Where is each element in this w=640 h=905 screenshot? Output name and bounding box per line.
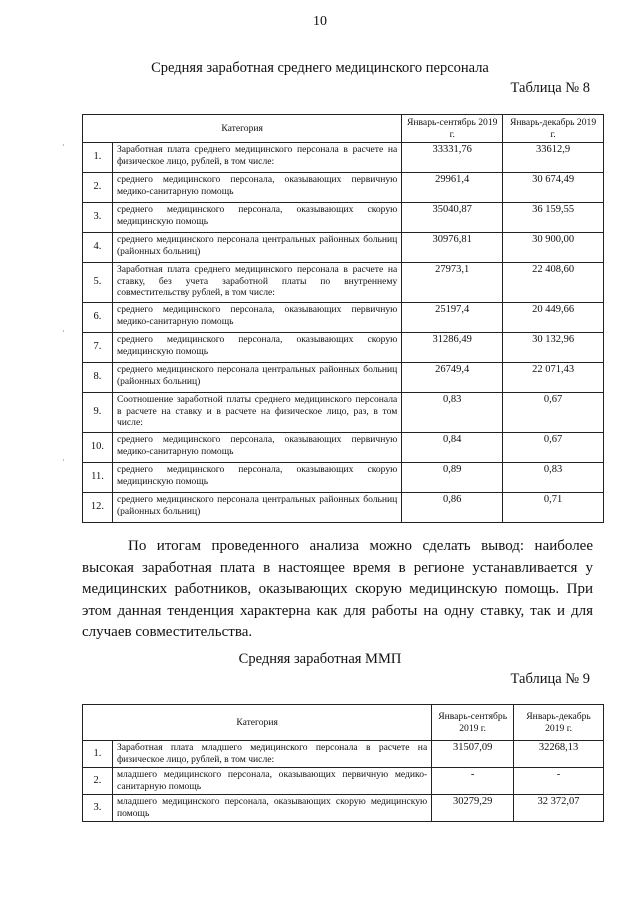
row-value-jan-sep: 33331,76	[402, 143, 503, 173]
row-category: Заработная плата среднего медицинского персонала в расчете на ставку, без учета заработной платы по внутреннему совместительству рублей, в том числе:	[112, 263, 401, 303]
row-value-jan-sep: 31286,49	[402, 333, 503, 363]
table-row	[83, 741, 604, 768]
margin-mark: ·	[62, 456, 65, 465]
table-row	[83, 203, 604, 233]
row-number: 1.	[83, 143, 113, 173]
table-9	[82, 704, 604, 822]
header-jan-sep: Январь-сентябрь 2019 г.	[432, 705, 514, 741]
row-number: 12.	[83, 493, 113, 523]
margin-mark: ·	[62, 141, 65, 150]
row-value-jan-sep: 0,84	[402, 433, 503, 463]
row-category: Заработная плата младшего медицинского персонала в расчете на физическое лицо, рублей, в том числе:	[112, 741, 431, 768]
header-jan-sep: Январь-сентябрь 2019 г.	[402, 115, 503, 143]
row-value-jan-dec: 22 408,60	[503, 263, 604, 303]
table-row	[83, 493, 604, 523]
table8-header-row	[83, 115, 604, 143]
row-value-jan-sep: 0,86	[402, 493, 503, 523]
table9-title: Средняя заработная ММП	[238, 651, 402, 667]
row-number: 11.	[83, 463, 113, 493]
header-jan-dec: Январь-декабрь 2019 г.	[503, 115, 604, 143]
row-value-jan-sep: 27973,1	[402, 263, 503, 303]
table9-header-row	[83, 705, 604, 741]
row-value-jan-sep: 31507,09	[432, 741, 514, 768]
header-category: Категория	[83, 705, 432, 741]
row-category: среднего медицинского персонала центральных районных больниц (районных больниц)	[112, 363, 401, 393]
row-number: 5.	[83, 263, 113, 303]
header-category: Категория	[83, 115, 402, 143]
row-value-jan-dec: 0,67	[503, 433, 604, 463]
row-value-jan-dec: 30 674,49	[503, 173, 604, 203]
row-category: среднего медицинского персонала центральных районных больниц (районных больниц)	[112, 493, 401, 523]
row-value-jan-dec: 30 900,00	[503, 233, 604, 263]
row-value-jan-dec: 32 372,07	[514, 795, 604, 822]
table-row	[83, 333, 604, 363]
table-row	[83, 263, 604, 303]
row-category: Соотношение заработной платы среднего медицинского персонала в расчете на ставку и в расчете на физическое лицо, раз, в том числе:	[112, 393, 401, 433]
table-row	[83, 143, 604, 173]
table8-title: Средняя заработная среднего медицинского персонала	[151, 60, 489, 76]
row-category: среднего медицинского персонала, оказывающих скорую медицинскую помощь	[112, 203, 401, 233]
margin-mark: ·	[62, 327, 65, 336]
row-number: 3.	[83, 203, 113, 233]
table9-label: Таблица № 9	[510, 671, 590, 687]
row-value-jan-dec: 30 132,96	[503, 333, 604, 363]
row-number: 3.	[83, 795, 113, 822]
row-category: младшего медицинского персонала, оказывающих скорую медицинскую помощь	[112, 795, 431, 822]
row-number: 8.	[83, 363, 113, 393]
row-value-jan-dec: 33612,9	[503, 143, 604, 173]
table-row	[83, 433, 604, 463]
conclusion-paragraph: По итогам проведенного анализа можно сделать вывод: наиболее высокая заработная плата в настоящее время в регионе устанавливается у медицинских работников, оказывающих скорую медицинскую помощь. При этом данная тенденция характерна как для работы на одну ставку, так и для случаев совместительства.	[82, 538, 593, 640]
row-number: 4.	[83, 233, 113, 263]
row-value-jan-dec: 0,67	[503, 393, 604, 433]
table-8	[82, 114, 604, 523]
row-value-jan-dec: 0,83	[503, 463, 604, 493]
row-value-jan-dec: 20 449,66	[503, 303, 604, 333]
row-category: среднего медицинского персонала, оказывающих первичную медико-санитарную помощь	[112, 173, 401, 203]
header-jan-dec: Январь-декабрь 2019 г.	[514, 705, 604, 741]
row-value-jan-sep: 35040,87	[402, 203, 503, 233]
row-number: 7.	[83, 333, 113, 363]
row-category: среднего медицинского персонала, оказывающих скорую медицинскую помощь	[112, 333, 401, 363]
row-value-jan-sep: 26749,4	[402, 363, 503, 393]
table-row	[83, 463, 604, 493]
page-number: 10	[313, 14, 327, 29]
row-value-jan-sep: 30976,81	[402, 233, 503, 263]
row-number: 9.	[83, 393, 113, 433]
table-row	[83, 768, 604, 795]
row-value-jan-dec: 32268,13	[514, 741, 604, 768]
row-value-jan-sep: 25197,4	[402, 303, 503, 333]
row-number: 2.	[83, 173, 113, 203]
table8-label: Таблица № 8	[510, 80, 590, 96]
row-value-jan-dec: 36 159,55	[503, 203, 604, 233]
row-category: младшего медицинского персонала, оказывающих первичную медико-санитарную помощь	[112, 768, 431, 795]
table-row	[83, 393, 604, 433]
row-value-jan-dec: 0,71	[503, 493, 604, 523]
row-number: 2.	[83, 768, 113, 795]
table-row	[83, 363, 604, 393]
row-value-jan-sep: 30279,29	[432, 795, 514, 822]
row-value-jan-sep: -	[432, 768, 514, 795]
row-category: Заработная плата среднего медицинского персонала в расчете на физическое лицо, рублей, в том числе:	[112, 143, 401, 173]
row-number: 1.	[83, 741, 113, 768]
row-value-jan-sep: 29961,4	[402, 173, 503, 203]
row-number: 6.	[83, 303, 113, 333]
row-number: 10.	[83, 433, 113, 463]
row-value-jan-sep: 0,83	[402, 393, 503, 433]
row-value-jan-dec: -	[514, 768, 604, 795]
row-category: среднего медицинского персонала, оказывающих первичную медико-санитарную помощь	[112, 303, 401, 333]
table-row	[83, 233, 604, 263]
row-category: среднего медицинского персонала центральных районных больниц (районных больниц)	[112, 233, 401, 263]
table-row	[83, 173, 604, 203]
table-row	[83, 795, 604, 822]
row-value-jan-dec: 22 071,43	[503, 363, 604, 393]
table-row	[83, 303, 604, 333]
row-category: среднего медицинского персонала, оказывающих первичную медико-санитарную помощь	[112, 433, 401, 463]
row-category: среднего медицинского персонала, оказывающих скорую медицинскую помощь	[112, 463, 401, 493]
row-value-jan-sep: 0,89	[402, 463, 503, 493]
